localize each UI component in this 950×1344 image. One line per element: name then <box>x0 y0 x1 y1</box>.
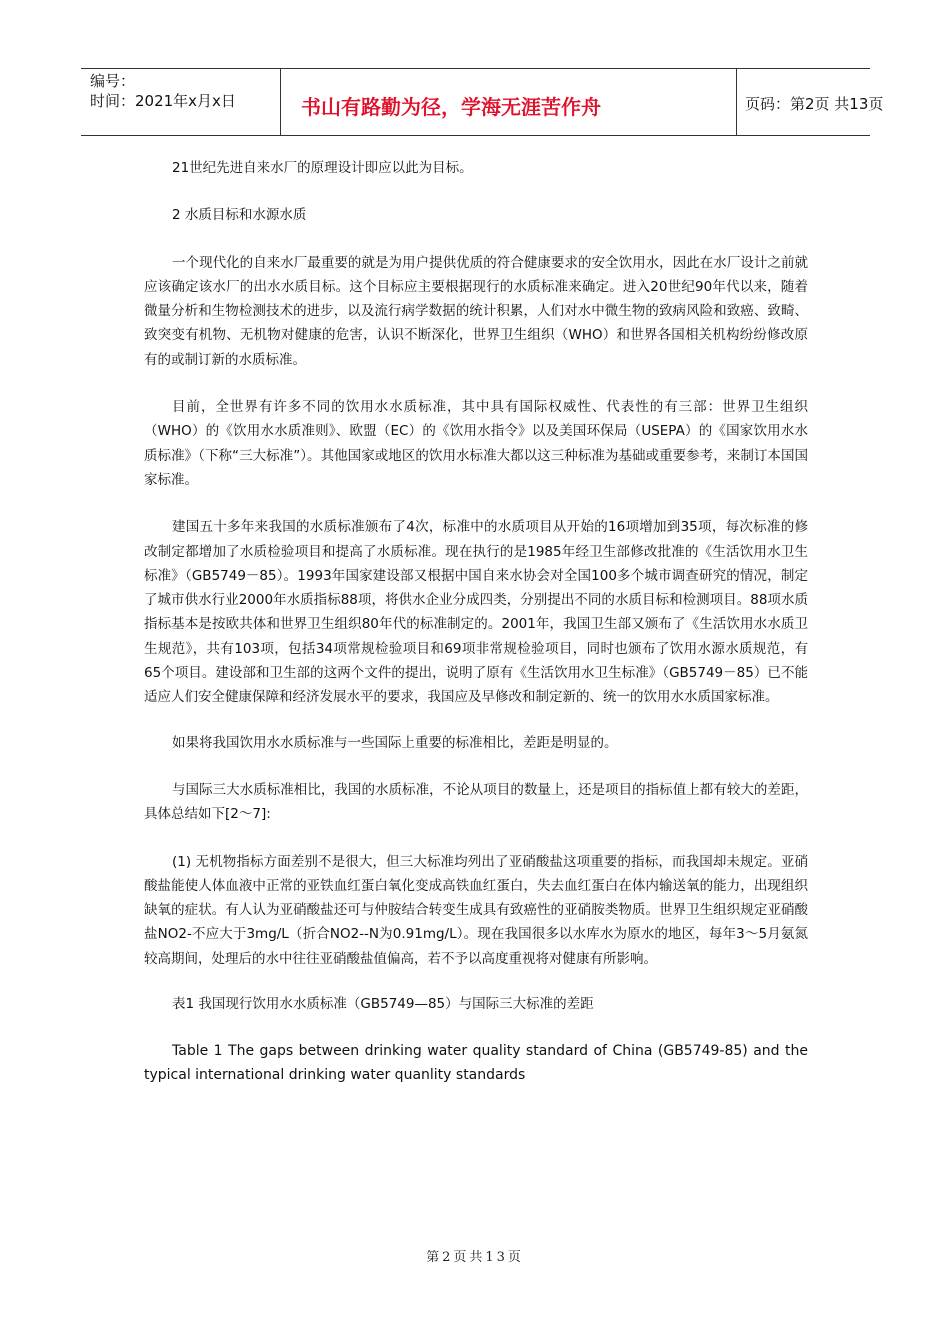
header-motto-cell <box>281 69 737 135</box>
header-page-cell <box>737 69 884 135</box>
body-paragraph: 一个现代化的自来水厂最重要的就是为用户提供优质的符合健康要求的安全饮用水，因此在水厂设计之前就应该确定该水厂的出水水质目标。这个目标应主要根据现行的水质标准来确定。进入20世纪90年代以来，随着微量分析和生物检测技术的进步，以及流行病学数据的统计积累，人们对水中微生物的致病风险和致癌、致畸、致突变有机物、无机物对健康的危害，认识不断深化，世界卫生组织（WHO）和世界各国相关机构纷纷修改原有的或制订新的水质标准。 <box>144 254 808 368</box>
page-header <box>81 68 884 136</box>
header-meta <box>81 69 281 135</box>
document-number-label: 编号： <box>90 72 136 90</box>
body-paragraph: 建国五十多年来我国的水质标准颁布了4次，标准中的水质项目从开始的16项增加到35项，每次标准的修改制定都增加了水质检验项目和提高了水质标准。现在执行的是1985年经卫生部修改批准的《生活饮用水卫生标准》（GB5749－85）。1993年国家建设部又根据中国自来水协会对全国100多个城市调查研究的情况，制定了城市供水行业2000年水质指标88项，将供水企业分成四类，分别提出不同的水质目标和检测项目。88项水质指标基本是按欧共体和世界卫生组织80年代的标准制定的。2001年，我国卫生部又颁布了《生活饮用水水质卫生规范》，共有103项，包括34项常规检验项目和69项非常规检验项目，同时也颁布了饮用水源水质规范，有65个项目。建设部和卫生部的这两个文件的提出，说明了原有《生活饮用水卫生标准》（GB5749－85）已不能适应人们安全健康保障和经济发展水平的要求，我国应及早修改和制定新的、统一的饮用水水质国家标准。 <box>144 519 808 706</box>
section-heading: 2 水质目标和水源水质 <box>172 207 307 224</box>
body-paragraph: 目前，全世界有许多不同的饮用水水质标准，其中具有国际权威性、代表性的有三部：世界卫生组织（WHO）的《饮用水水质准则》、欧盟（EC）的《饮用水指令》以及美国环保局（USEPA）的《国家饮用水水质标准》（下称“三大标准”）。其他国家或地区的饮用水标准大都以这三种标准为基础或重要参考，来制订本国国家标准。 <box>144 399 808 488</box>
body-paragraph: 如果将我国饮用水水质标准与一些国际上重要的标准相比，差距是明显的。 <box>172 734 618 751</box>
body-paragraph: 21世纪先进自来水厂的原理设计即应以此为目标。 <box>172 160 473 176</box>
body-paragraph: (1) 无机物指标方面差别不是很大，但三大标准均列出了亚硝酸盐这项重要的指标，而我国却未规定。亚硝酸盐能使人体血液中正常的亚铁血红蛋白氧化变成高铁血红蛋白，失去血红蛋白在体内输送氧的能力，出现组织缺氧的症状。有人认为亚硝酸盐还可与仲胺结合转变生成具有致癌性的亚硝胺类物质。世界卫生组织规定亚硝酸盐NO2-不应大于3mg/L（折合NO2--N为0.91mg/L）。现在我国很多以水库水为原水的地区，每年3～5月氨氮较高期间，处理后的水中往往亚硝酸盐值偏高，若不予以高度重视将对健康有所影响。 <box>144 853 808 967</box>
body-paragraph: 与国际三大水质标准相比，我国的水质标准，不论从项目的数量上，还是项目的指标值上都有较大的差距，具体总结如下[2～7]: <box>144 781 808 823</box>
page-footer: 第2页共13页 <box>426 1250 524 1265</box>
document-time-label: 时间：2021年x月x日 <box>90 92 236 110</box>
document-body <box>144 156 808 1110</box>
table-caption-en: Table 1 The gaps between drinking water quality standard of China (GB5749-85) and the typical international drinking water quanlity standards <box>144 1043 808 1084</box>
header-motto: 书山有路勤为径，学海无涯苦作舟 <box>301 95 601 119</box>
header-page-info: 页码：第2页 共13页 <box>745 95 884 113</box>
table-caption-cn: 表1 我国现行饮用水水质标准（GB5749—85）与国际三大标准的差距 <box>172 996 594 1013</box>
